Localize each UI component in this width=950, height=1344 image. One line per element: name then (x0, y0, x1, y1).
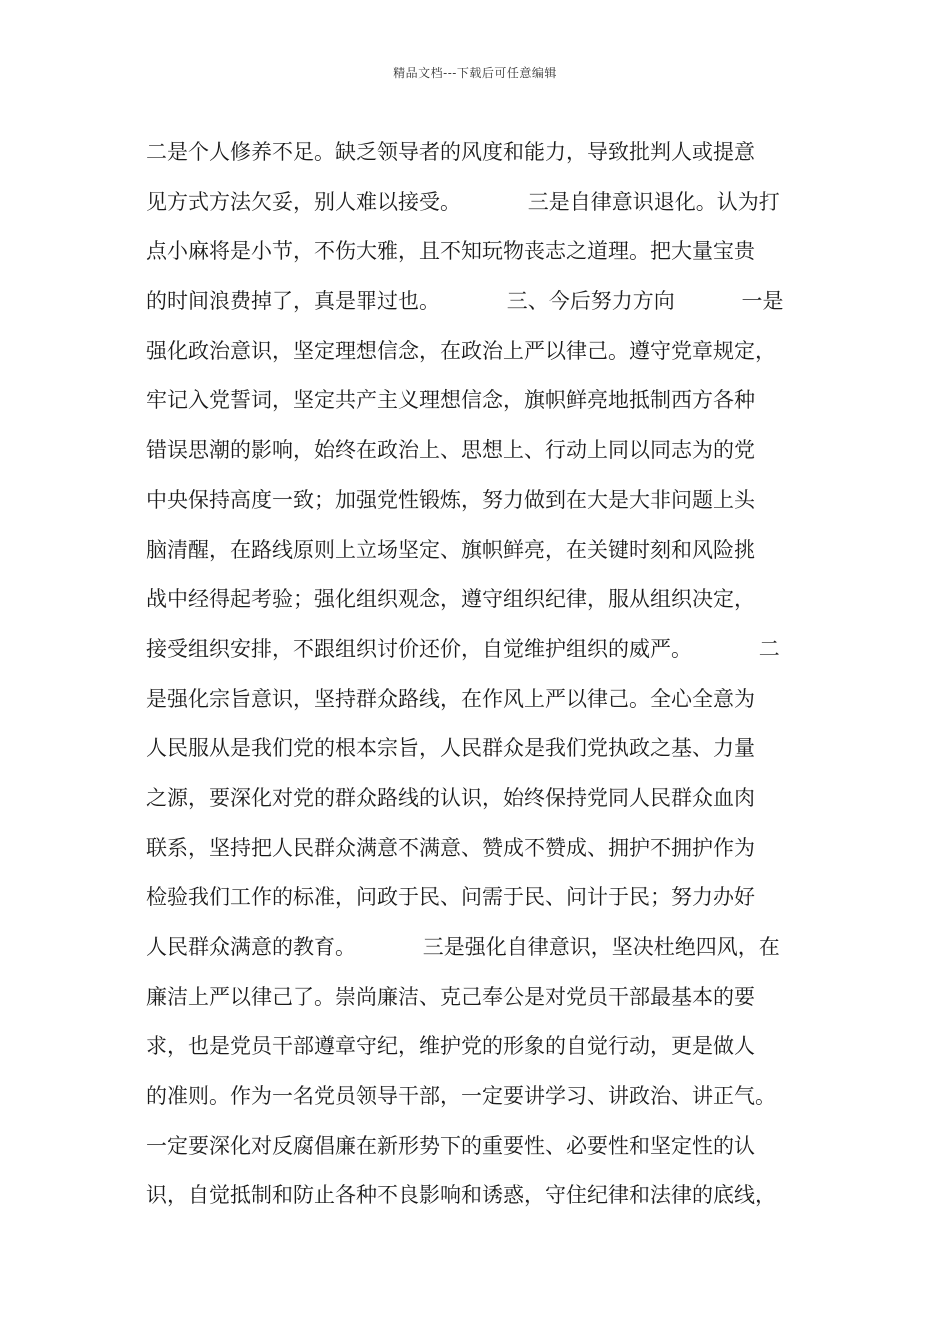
text-line: 见方式方法欠妥，别人难以接受。 三是自律意识退化。认为打 (146, 189, 780, 214)
text-line: 一定要深化对反腐倡廉在新形势下的重要性、必要性和坚定性的认 (146, 1133, 755, 1158)
text-line: 廉洁上严以律己了。崇尚廉洁、克己奉公是对党员干部最基本的要 (146, 984, 755, 1009)
text-line: 检验我们工作的标准，问政于民、问需于民、问计于民；努力办好 (146, 885, 755, 910)
text-line: 人民服从是我们党的根本宗旨，人民群众是我们党执政之基、力量 (146, 736, 755, 761)
text-line: 识，自觉抵制和防止各种不良影响和诱惑，守住纪律和法律的底线， (146, 1183, 776, 1208)
text-line: 接受组织安排，不跟组织讨价还价，自觉维护组织的威严。 二 (146, 636, 780, 661)
text-line: 战中经得起考验；强化组织观念，遵守组织纪律，服从组织决定， (146, 587, 755, 612)
text-line: 脑清醒，在路线原则上立场坚定、旗帜鲜亮，在关键时刻和风险挑 (146, 537, 755, 562)
text-line: 联系，坚持把人民群众满意不满意、赞成不赞成、拥护不拥护作为 (146, 835, 755, 860)
text-line: 求，也是党员干部遵章守纪，维护党的形象的自觉行动，更是做人 (146, 1034, 755, 1059)
text-line: 是强化宗旨意识，坚持群众路线，在作风上严以律己。全心全意为 (146, 686, 755, 711)
text-line: 中央保持高度一致；加强党性锻炼，努力做到在大是大非问题上头 (146, 487, 755, 512)
text-line: 点小麻将是小节，不伤大雅，且不知玩物丧志之道理。把大量宝贵 (146, 239, 755, 264)
page-header: 精品文档---下载后可任意编辑 (393, 66, 557, 80)
text-line: 人民群众满意的教育。 三是强化自律意识，坚决杜绝四风，在 (146, 935, 780, 959)
text-line: 强化政治意识，坚定理想信念，在政治上严以律己。遵守党章规定， (146, 338, 776, 363)
text-line: 牢记入党誓词，坚定共产主义理想信念，旗帜鲜亮地抵制西方各种 (146, 388, 755, 413)
text-line: 二是个人修养不足。缺乏领导者的风度和能力，导致批判人或提意 (146, 140, 755, 164)
text-line: 错误思潮的影响，始终在政治上、思想上、行动上同以同志为的党 (146, 438, 755, 463)
body-text (146, 128, 826, 1221)
text-line: 之源，要深化对党的群众路线的认识，始终保持党同人民群众血肉 (146, 785, 755, 810)
text-line: 的时间浪费掉了，真是罪过也。 三、今后努力方向 一是 (146, 289, 784, 314)
text-line: 的准则。作为一名党员领导干部，一定要讲学习、讲政治、讲正气。 (146, 1084, 776, 1109)
